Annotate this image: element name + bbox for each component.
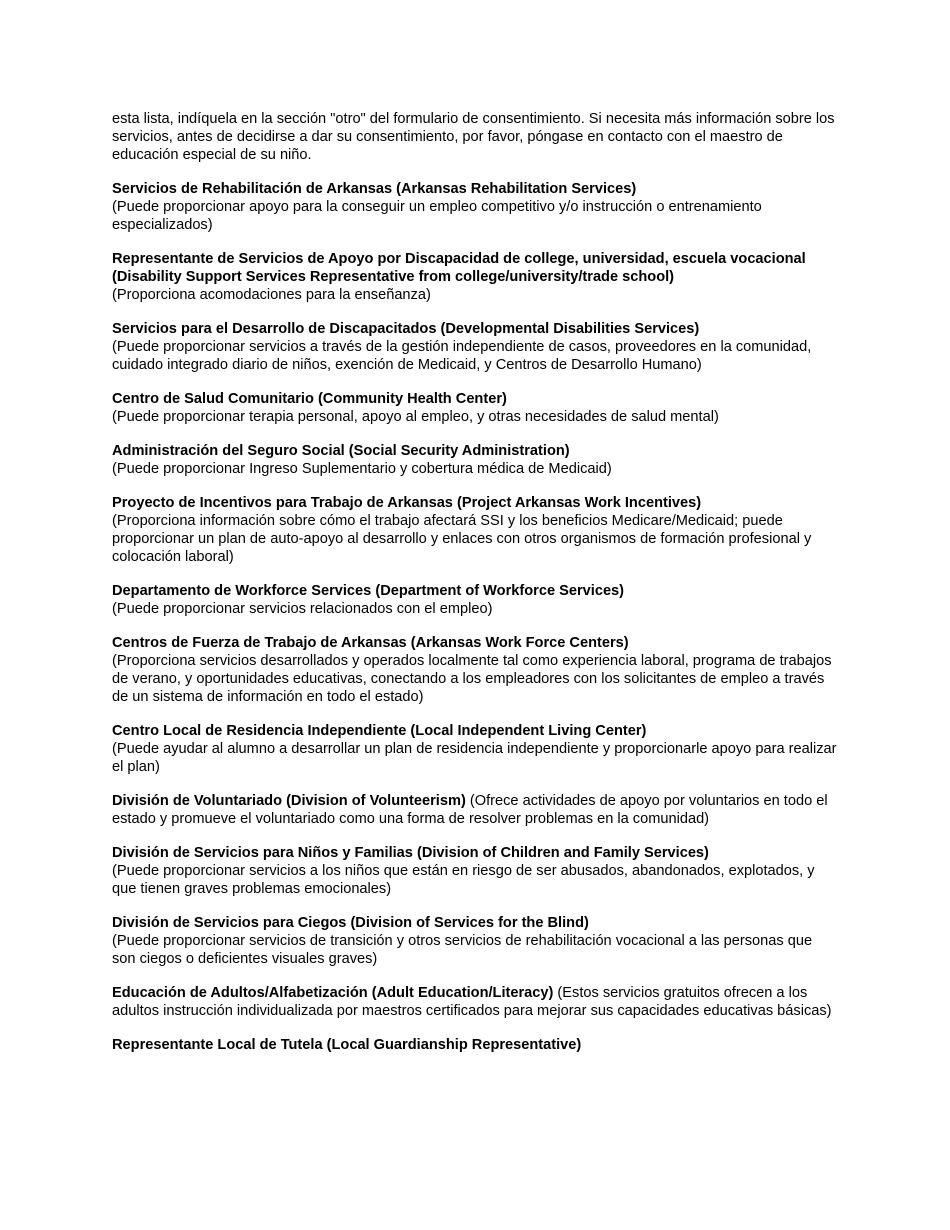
service-entry	[112, 984, 838, 1020]
service-entry	[112, 722, 838, 776]
service-description: (Ofrece actividades de apoyo por voluntarios en todo el estado y promueve el voluntariado como una forma de resolver problemas en la comunidad)	[112, 793, 828, 827]
service-entry	[112, 1036, 838, 1054]
service-entry	[112, 844, 838, 898]
service-description: (Puede proporcionar servicios a través de la gestión independiente de casos, proveedores en la comunidad, cuidado integrado diario de niños, exención de Medicaid, y Centros de Desarrollo Humano)	[112, 339, 812, 373]
service-description: (Puede ayudar al alumno a desarrollar un plan de residencia independiente y proporcionarle apoyo para realizar el plan)	[112, 741, 837, 775]
service-title: Proyecto de Incentivos para Trabajo de Arkansas (Project Arkansas Work Incentives)	[112, 495, 702, 511]
service-description: (Puede proporcionar Ingreso Suplementario y cobertura médica de Medicaid)	[112, 461, 612, 477]
service-title: Representante Local de Tutela (Local Guardianship Representative)	[112, 1037, 582, 1053]
document-page	[112, 110, 838, 1070]
service-entry	[112, 320, 838, 374]
service-entry	[112, 180, 838, 234]
service-description: (Puede proporcionar servicios de transición y otros servicios de rehabilitación vocacional a las personas que son ciegos o deficientes visuales graves)	[112, 933, 813, 967]
service-title: Departamento de Workforce Services (Department of Workforce Services)	[112, 583, 625, 599]
service-entry	[112, 582, 838, 618]
service-entry	[112, 634, 838, 706]
service-description: (Proporciona acomodaciones para la enseñanza)	[112, 287, 431, 303]
service-title: Centro de Salud Comunitario (Community Health Center)	[112, 391, 507, 407]
service-title: Educación de Adultos/Alfabetización (Adult Education/Literacy)	[112, 985, 554, 1001]
service-entry	[112, 390, 838, 426]
service-title: Centros de Fuerza de Trabajo de Arkansas (Arkansas Work Force Centers)	[112, 635, 629, 651]
service-description: (Puede proporcionar servicios relacionados con el empleo)	[112, 601, 493, 617]
service-description: (Proporciona servicios desarrollados y operados localmente tal como experiencia laboral, programa de trabajos de verano, y oportunidades educativas, conectando a los empleadores con los solicitantes de empleo a través de un sistema de información en todo el estado)	[112, 653, 832, 705]
service-description: (Puede proporcionar apoyo para la conseguir un empleo competitivo y/o instrucción o entrenamiento especializados)	[112, 199, 762, 233]
service-entry	[112, 792, 838, 828]
service-title: Representante de Servicios de Apoyo por Discapacidad de college, universidad, escuela vocacional (Disability Support Services Representative from college/university/trade school)	[112, 251, 806, 285]
service-entry	[112, 442, 838, 478]
service-title: División de Servicios para Ciegos (Division of Services for the Blind)	[112, 915, 589, 931]
service-description: (Proporciona información sobre cómo el trabajo afectará SSI y los beneficios Medicare/Medicaid; puede proporcionar un plan de auto-apoyo al desarrollo y enlaces con otros organismos de formación profesional y colocación laboral)	[112, 513, 812, 565]
service-description: (Estos servicios gratuitos ofrecen a los adultos instrucción individualizada por maestros certificados para mejorar sus capacidades educativas básicas)	[112, 985, 832, 1019]
service-title: División de Servicios para Niños y Familias (Division of Children and Family Services)	[112, 845, 709, 861]
service-title: Servicios para el Desarrollo de Discapacitados (Developmental Disabilities Services)	[112, 321, 700, 337]
service-entry	[112, 914, 838, 968]
service-title: División de Voluntariado (Division of Volunteerism)	[112, 793, 466, 809]
service-title: Administración del Seguro Social (Social Security Administration)	[112, 443, 570, 459]
service-description: (Puede proporcionar terapia personal, apoyo al empleo, y otras necesidades de salud mental)	[112, 409, 719, 425]
intro-paragraph: esta lista, indíquela en la sección "otro" del formulario de consentimiento. Si necesita más información sobre los servicios, antes de decidirse a dar su consentimiento, por favor, póngase en contacto con el maestro de educación especial de su niño.	[112, 111, 835, 163]
service-title: Centro Local de Residencia Independiente (Local Independent Living Center)	[112, 723, 647, 739]
service-entry	[112, 250, 838, 304]
service-entry	[112, 494, 838, 566]
service-description: (Puede proporcionar servicios a los niños que están en riesgo de ser abusados, abandonados, explotados, y que tienen graves problemas emocionales)	[112, 863, 815, 897]
service-title: Servicios de Rehabilitación de Arkansas (Arkansas Rehabilitation Services)	[112, 181, 637, 197]
